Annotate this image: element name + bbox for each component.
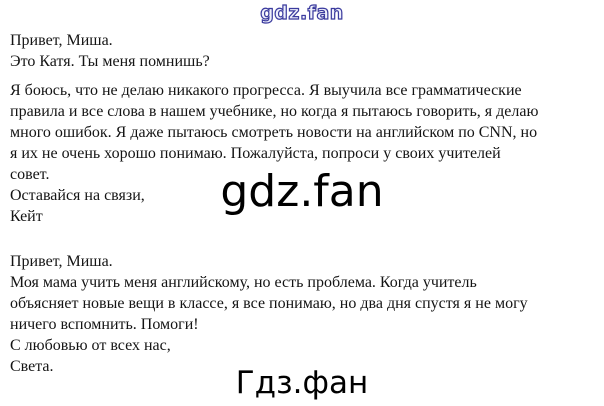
letter1-signature-line: Кейт [10,208,43,225]
letter1-body-line: правила и все слова в нашем учебнике, но когда я пытаюсь говорить, я делаю [10,103,539,120]
letter2-greeting-line: Привет, Миша. [10,253,113,270]
letter1-body-line: я их не очень хорошо понимаю. Пожалуйста, попроси у своих учителей [10,145,501,162]
watermark-top: gdz.fan [260,2,344,24]
letter1-greeting-line: Привет, Миша. [10,32,113,49]
letter2-signoff-line: С любовью от всех нас, [10,337,171,354]
watermark-middle: gdz.fan [220,166,384,217]
letter2-body-line: Моя мама учить меня английскому, но есть проблема. Когда учитель [10,274,477,291]
letter1-signoff-line: Оставайся на связи, [10,187,145,204]
letter2-body-line: объясняет новые вещи в классе, я все понимаю, но два дня спустя я не могу [10,295,528,312]
paragraph-gap [10,72,538,80]
letter1-intro-line: Это Катя. Ты меня помнишь? [10,53,210,70]
letter-2 [10,251,538,377]
letter1-body-line: Я боюсь, что не делаю никакого прогресса. Я выучила все грамматические [10,82,522,99]
site-label-bottom: Гдз.фан [235,365,369,401]
letter1-body-line: много ошибок. Я даже пытаюсь смотреть новости на английском по CNN, но [10,124,538,141]
letters-gap [10,227,538,251]
letter2-signature-line: Света. [10,358,54,375]
letter2-body-line: ничего вспомнить. Помоги! [10,316,199,333]
letter1-body-line: совет. [10,166,50,183]
